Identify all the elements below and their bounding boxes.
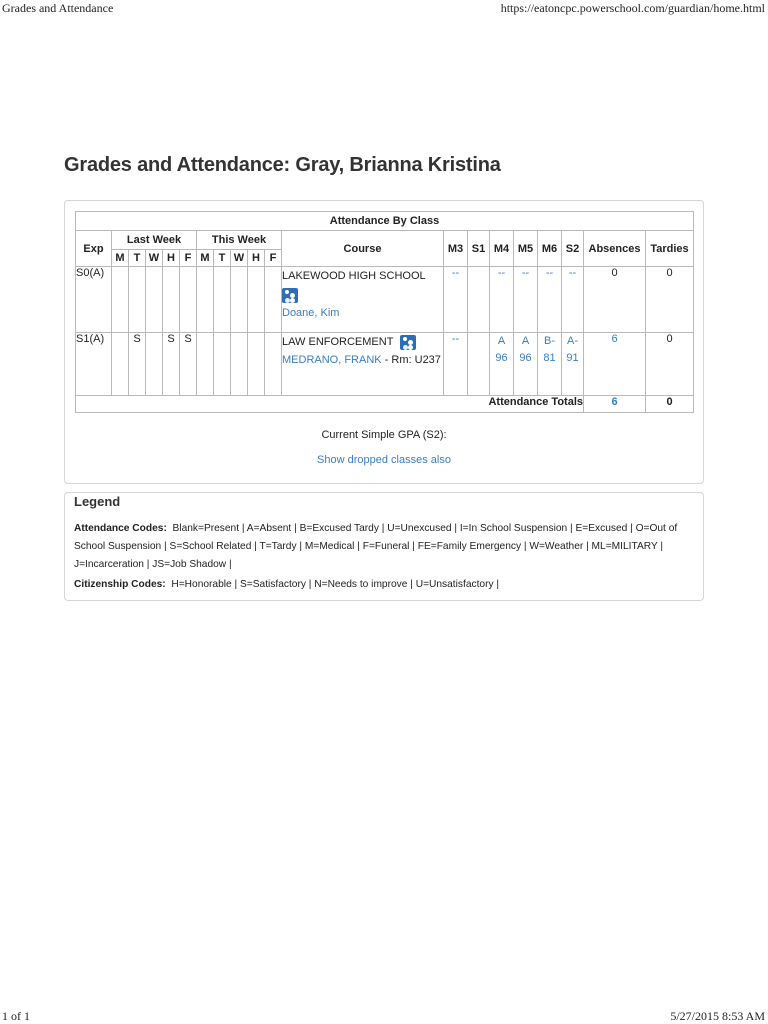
- header-day: F: [180, 250, 197, 267]
- header-absences: Absences: [584, 231, 646, 267]
- grade-letter: A-: [567, 335, 578, 347]
- grade-cell-s2[interactable]: --: [562, 267, 584, 333]
- totals-row: [76, 396, 694, 413]
- grade-cell-m6[interactable]: --: [538, 267, 562, 333]
- grade-cell-m6[interactable]: [538, 333, 562, 396]
- header-last-week: Last Week: [112, 231, 197, 250]
- header-m4: M4: [490, 231, 514, 267]
- grade-letter: A: [521, 335, 530, 347]
- print-footer-timestamp: 5/27/2015 8:53 AM: [670, 1009, 765, 1023]
- print-footer: [0, 1008, 768, 1024]
- room-text: - Rm: U237: [381, 354, 441, 366]
- header-day: M: [197, 250, 214, 267]
- header-day: T: [214, 250, 231, 267]
- attendance-totals-label: Attendance Totals: [76, 396, 584, 413]
- attendance-codes-text: Blank=Present | A=Absent | B=Excused Tardy | U=Unexcused | I=In School Suspension | E=Excused | O=Out of School Suspension | S=School Related | T=Tardy | M=Medical | F=Funeral | FE=Family Emergency | W=Weather | ML=MILITARY | J=Incarceration | JS=Job Shadow |: [74, 523, 678, 570]
- attendance-day-cell: [197, 333, 214, 396]
- legend-panel: [64, 492, 704, 601]
- attendance-day-cell: [248, 267, 265, 333]
- attendance-day-cell: [197, 267, 214, 333]
- attendance-day-cell: [146, 267, 163, 333]
- exp-cell: S0(A): [76, 267, 112, 333]
- grade-cell-m3[interactable]: --: [444, 333, 468, 396]
- grade-percent: 96: [519, 352, 532, 364]
- header-s2: S2: [562, 231, 584, 267]
- attendance-day-cell: [129, 267, 146, 333]
- print-header-url: https://eatoncpc.powerschool.com/guardian/home.html: [500, 1, 765, 15]
- header-day: W: [146, 250, 163, 267]
- grade-cell-m3[interactable]: --: [444, 267, 468, 333]
- legend-body: [74, 520, 694, 596]
- header-day: M: [112, 250, 129, 267]
- grade-cell-s2[interactable]: [562, 333, 584, 396]
- page-title: Grades and Attendance: Gray, Brianna Kristina: [64, 154, 501, 176]
- current-gpa: Current Simple GPA (S2):: [321, 429, 447, 441]
- table-caption: Attendance By Class: [76, 212, 694, 231]
- table-row: [76, 267, 694, 333]
- attendance-day-cell: S: [129, 333, 146, 396]
- course-name: LAW ENFORCEMENT: [282, 336, 394, 348]
- grade-percent: 96: [495, 352, 508, 364]
- print-header-title: Grades and Attendance: [2, 1, 114, 15]
- header-exp: Exp: [76, 231, 112, 267]
- header-day: H: [248, 250, 265, 267]
- attendance-day-cell: [214, 267, 231, 333]
- citizenship-codes-text: H=Honorable | S=Satisfactory | N=Needs to improve | U=Unsatisfactory |: [171, 579, 500, 590]
- course-name: LAKEWOOD HIGH SCHOOL: [282, 270, 426, 282]
- total-tardies: 0: [646, 396, 694, 413]
- exp-cell: S1(A): [76, 333, 112, 396]
- attendance-day-cell: [214, 333, 231, 396]
- header-m6: M6: [538, 231, 562, 267]
- course-cell: [282, 333, 444, 396]
- course-cell: [282, 267, 444, 333]
- attendance-day-cell: [112, 267, 129, 333]
- table-row: [76, 333, 694, 396]
- attendance-panel: [64, 200, 704, 484]
- legend-title: Legend: [74, 494, 121, 509]
- tardies-cell: 0: [646, 267, 694, 333]
- header-s1: S1: [468, 231, 490, 267]
- header-m3: M3: [444, 231, 468, 267]
- grade-letter: B-: [544, 335, 555, 347]
- grade-letter: A: [497, 335, 506, 347]
- attendance-codes-label: Attendance Codes:: [74, 523, 167, 534]
- attendance-day-cell: [231, 333, 248, 396]
- attendance-day-cell: [180, 267, 197, 333]
- tardies-cell: 0: [646, 333, 694, 396]
- attendance-day-cell: [248, 333, 265, 396]
- teacher-info-icon[interactable]: [282, 288, 298, 303]
- attendance-day-cell: [163, 267, 180, 333]
- total-absences[interactable]: 6: [584, 396, 646, 413]
- grade-cell-s1: [468, 267, 490, 333]
- header-this-week: This Week: [197, 231, 282, 250]
- grade-percent: 91: [566, 352, 579, 364]
- header-m5: M5: [514, 231, 538, 267]
- attendance-day-cell: S: [180, 333, 197, 396]
- teacher-email-link[interactable]: Doane, Kim: [282, 307, 340, 319]
- grade-percent: 81: [543, 352, 556, 364]
- citizenship-codes-label: Citizenship Codes:: [74, 579, 166, 590]
- header-day: H: [163, 250, 180, 267]
- grade-cell-m5[interactable]: [514, 333, 538, 396]
- grade-cell-m5[interactable]: --: [514, 267, 538, 333]
- header-day: T: [129, 250, 146, 267]
- print-header: [0, 0, 768, 16]
- grade-cell-m4[interactable]: [490, 333, 514, 396]
- show-dropped-classes-link[interactable]: Show dropped classes also: [317, 454, 451, 466]
- attendance-day-cell: [265, 333, 282, 396]
- grade-cell-m4[interactable]: --: [490, 267, 514, 333]
- absences-cell[interactable]: 6: [584, 333, 646, 396]
- header-tardies: Tardies: [646, 231, 694, 267]
- grade-cell-s1: [468, 333, 490, 396]
- header-day: W: [231, 250, 248, 267]
- attendance-day-cell: [146, 333, 163, 396]
- attendance-day-cell: [112, 333, 129, 396]
- attendance-day-cell: S: [163, 333, 180, 396]
- absences-cell: 0: [584, 267, 646, 333]
- header-day: F: [265, 250, 282, 267]
- attendance-table: [75, 211, 694, 413]
- teacher-info-icon[interactable]: [400, 335, 416, 350]
- print-footer-page: 1 of 1: [2, 1009, 30, 1023]
- teacher-email-link[interactable]: MEDRANO, FRANK: [282, 354, 382, 366]
- attendance-day-cell: [265, 267, 282, 333]
- header-course: Course: [282, 231, 444, 267]
- attendance-day-cell: [231, 267, 248, 333]
